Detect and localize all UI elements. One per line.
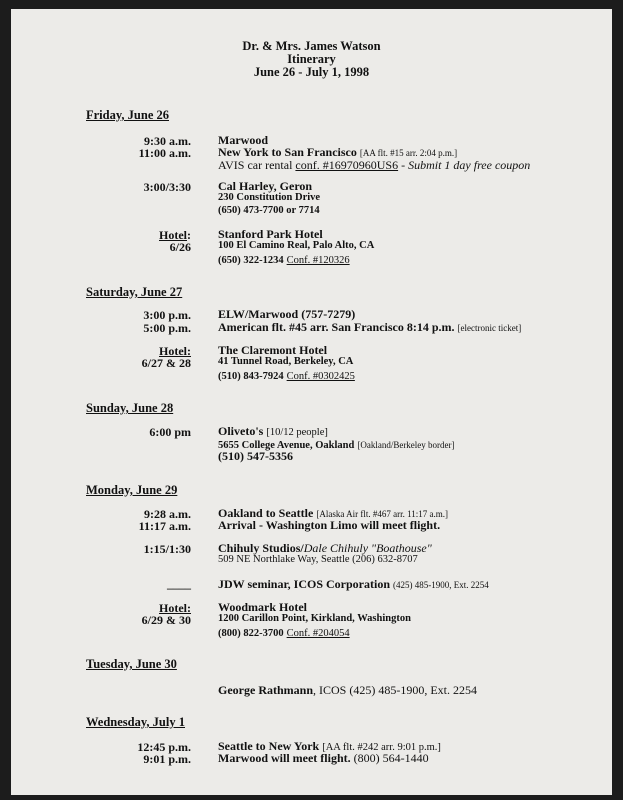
event-title: Oakland to Seattle bbox=[218, 506, 314, 520]
event-note: Dale Chihuly "Boathouse" bbox=[303, 541, 432, 555]
event: Marwood bbox=[218, 133, 268, 147]
day-heading-friday: Friday, June 26 bbox=[86, 108, 169, 122]
hotel-label: Hotel: bbox=[159, 601, 191, 615]
event-title: Chihuly Studios/ bbox=[218, 541, 304, 555]
hotel-phone: (510) 843-7924 bbox=[218, 371, 284, 382]
confirmation-number: Conf. #204054 bbox=[286, 628, 350, 639]
time-blank: ____ bbox=[167, 577, 191, 591]
day-heading-saturday: Saturday, June 27 bbox=[86, 285, 183, 299]
event bbox=[218, 320, 521, 335]
hotel-phone: (800) 822-3700 bbox=[218, 628, 284, 639]
phone: (800) 564-1440 bbox=[350, 751, 429, 765]
flight-note: [AA flt. #15 arr. 2:04 p.m.] bbox=[359, 148, 458, 158]
hotel-name: Stanford Park Hotel bbox=[218, 227, 323, 241]
hotel-contact bbox=[218, 252, 350, 267]
hotel-address: 100 El Camino Real, Palo Alto, CA bbox=[218, 240, 375, 251]
flight-note: [Alaska Air flt. #467 arr. 11:17 a.m.] bbox=[316, 509, 448, 519]
address: 230 Constitution Drive bbox=[218, 192, 321, 203]
day-heading-monday: Monday, June 29 bbox=[86, 483, 178, 497]
time: 3:00 p.m. bbox=[143, 308, 191, 322]
confirmation-number: conf. #16970960US6 bbox=[295, 158, 399, 172]
time: 11:00 a.m. bbox=[138, 146, 191, 160]
confirmation-number: Conf. #0302425 bbox=[286, 371, 355, 382]
event bbox=[218, 751, 429, 766]
address: 509 NE Northlake Way, Seattle (206) 632-8707 bbox=[218, 554, 418, 565]
header-subtitle: Itinerary bbox=[287, 52, 336, 66]
ticket-note: [electronic ticket] bbox=[457, 323, 522, 333]
header-dates: June 26 - July 1, 1998 bbox=[253, 65, 370, 79]
hotel-address: 1200 Carillon Point, Kirkland, Washington bbox=[218, 613, 411, 624]
time: 5:00 p.m. bbox=[143, 321, 191, 335]
time: 9:30 a.m. bbox=[144, 134, 191, 148]
event bbox=[218, 683, 477, 698]
address-note: [Oakland/Berkeley border] bbox=[357, 440, 455, 450]
time: 11:17 a.m. bbox=[138, 519, 191, 533]
time: 3:00/3:30 bbox=[143, 180, 191, 194]
event: Cal Harley, Geron bbox=[218, 179, 313, 193]
hotel-label: Hotel: bbox=[159, 344, 191, 358]
phone: (425) 485-1900, Ext. 2254 bbox=[393, 580, 489, 590]
hotel-contact bbox=[218, 368, 355, 383]
hotel-phone: (650) 322-1234 bbox=[218, 255, 284, 266]
flight-note: [AA flt. #242 arr. 9:01 p.m.] bbox=[322, 742, 441, 753]
event-title: New York to San Francisco bbox=[218, 145, 357, 159]
event bbox=[218, 577, 489, 592]
header-title: Dr. & Mrs. James Watson bbox=[242, 39, 381, 53]
phone: (650) 473-7700 or 7714 bbox=[218, 205, 320, 216]
hotel-dates: 6/29 & 30 bbox=[141, 613, 191, 627]
car-rental bbox=[218, 158, 530, 173]
event: Arrival - Washington Limo will meet flight. bbox=[218, 518, 441, 532]
event-title: George Rathmann bbox=[218, 683, 313, 697]
hotel-name: Woodmark Hotel bbox=[218, 600, 307, 614]
time: 12:45 p.m. bbox=[137, 740, 191, 754]
event-title: American flt. #45 arr. San Francisco 8:14 p.m. bbox=[218, 320, 455, 334]
event-detail: , ICOS (425) 485-1900, Ext. 2254 bbox=[313, 683, 477, 697]
event-title: Marwood will meet flight. bbox=[218, 751, 351, 765]
car-rental-note: - Submit 1 day free coupon bbox=[398, 158, 531, 172]
event-title: Seattle to New York bbox=[218, 739, 320, 753]
day-heading-sunday: Sunday, June 28 bbox=[86, 401, 174, 415]
confirmation-number: Conf. #120326 bbox=[286, 255, 350, 266]
time: 1:15/1:30 bbox=[143, 542, 191, 556]
document-page bbox=[11, 9, 612, 795]
hotel-dates: 6/27 & 28 bbox=[141, 356, 191, 370]
day-heading-wednesday: Wednesday, July 1 bbox=[86, 715, 185, 729]
time: 9:28 a.m. bbox=[144, 507, 191, 521]
time: 6:00 pm bbox=[149, 425, 191, 439]
car-rental-label: AVIS car rental bbox=[218, 158, 296, 172]
event-title: Oliveto's bbox=[218, 424, 264, 438]
hotel-name: The Claremont Hotel bbox=[218, 343, 328, 357]
time: 9:01 p.m. bbox=[143, 752, 191, 766]
hotel-address: 41 Tunnel Road, Berkeley, CA bbox=[218, 356, 354, 367]
hotel-label: Hotel: bbox=[159, 228, 191, 242]
phone: (510) 547-5356 bbox=[218, 449, 293, 463]
party-note: [10/12 people] bbox=[266, 427, 328, 438]
event: ELW/Marwood (757-7279) bbox=[218, 307, 356, 321]
event-title: JDW seminar, ICOS Corporation bbox=[218, 577, 391, 591]
hotel-dates: 6/26 bbox=[169, 240, 191, 254]
day-heading-tuesday: Tuesday, June 30 bbox=[86, 657, 177, 671]
hotel-contact bbox=[218, 625, 350, 640]
address: 5655 College Avenue, Oakland [Oakland/Berkeley border] bbox=[218, 440, 455, 451]
